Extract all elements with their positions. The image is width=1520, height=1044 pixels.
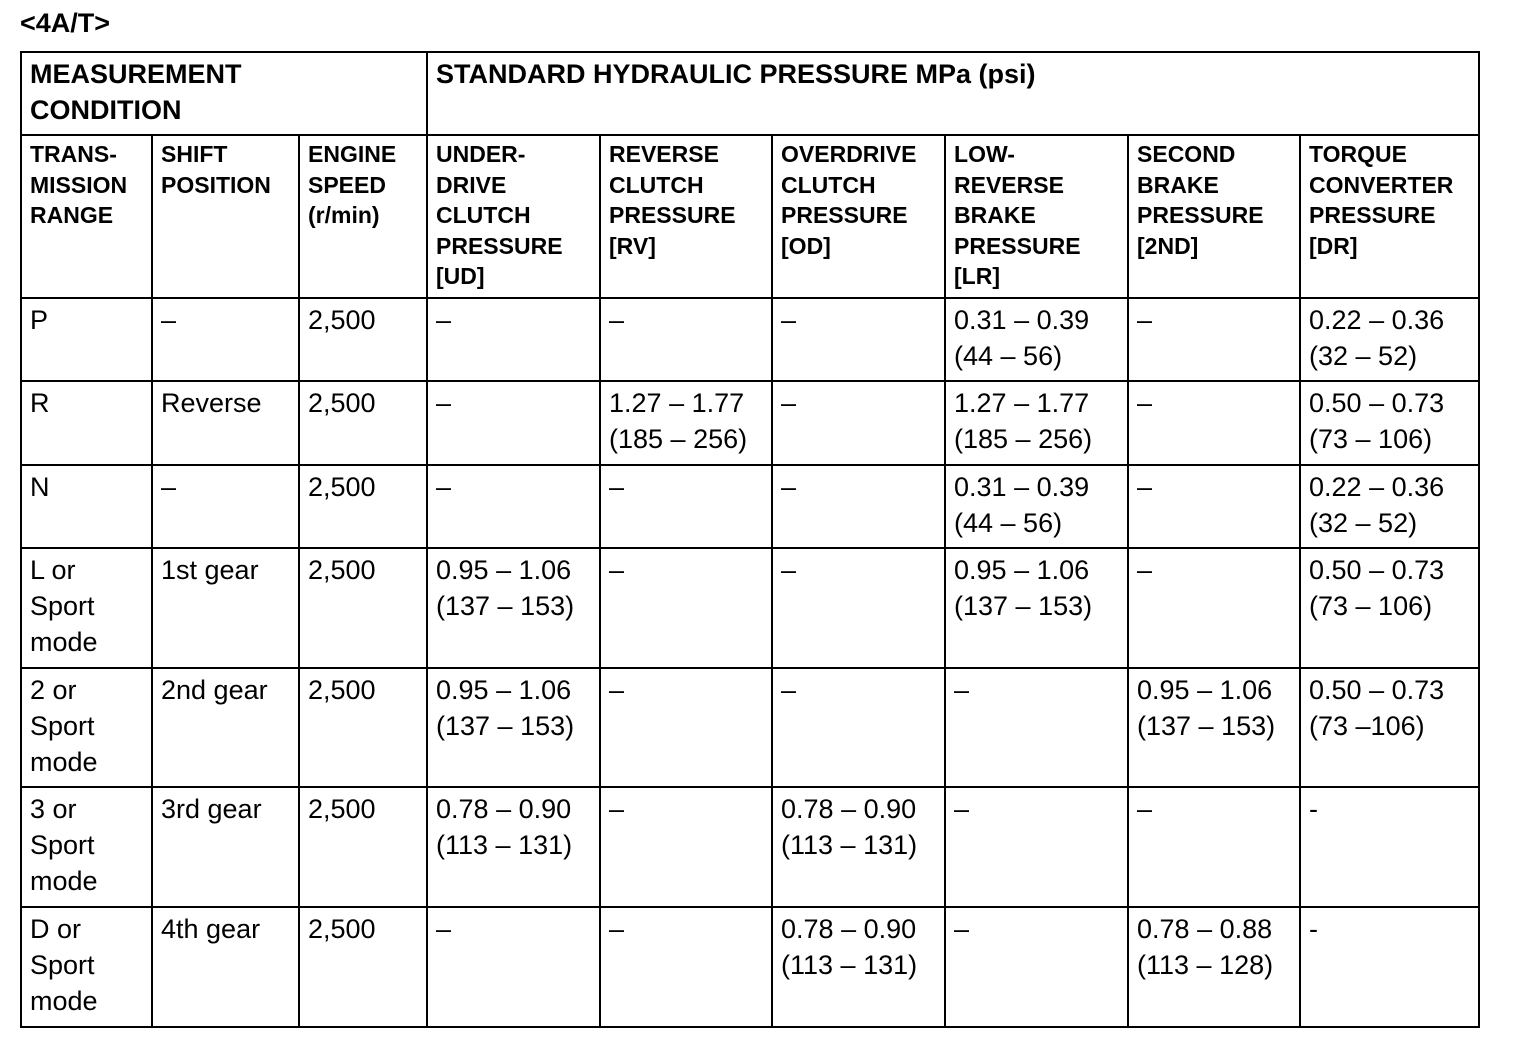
cell-line: 0.31 – 0.39 bbox=[954, 305, 1090, 335]
table-cell bbox=[600, 548, 772, 668]
cell-line: – bbox=[1137, 472, 1153, 502]
cell-line: 1.27 – 1.77 bbox=[609, 388, 745, 418]
cell-line: (137 – 153) bbox=[436, 591, 575, 621]
column-header bbox=[427, 135, 600, 298]
table-cell bbox=[299, 298, 427, 381]
cell-line: mode bbox=[30, 986, 98, 1016]
cell-line: (185 – 256) bbox=[609, 424, 748, 454]
column-header bbox=[1128, 135, 1300, 298]
header-line: OVERDRIVE bbox=[781, 141, 917, 167]
cell-line: 2,500 bbox=[308, 472, 376, 502]
table-cell bbox=[152, 668, 299, 787]
cell-line: (137 – 153) bbox=[436, 711, 575, 741]
cell-line: 1st gear bbox=[161, 555, 259, 585]
table-cell bbox=[945, 465, 1128, 548]
header-line: CLUTCH bbox=[781, 171, 876, 198]
table-cell bbox=[945, 381, 1128, 465]
table-cell bbox=[427, 381, 600, 465]
cell-line: (137 – 153) bbox=[1137, 711, 1276, 741]
table-cell bbox=[299, 787, 427, 907]
cell-line: Reverse bbox=[161, 388, 262, 418]
table-cell bbox=[600, 787, 772, 907]
cell-line: Sport bbox=[30, 950, 95, 980]
table-cell bbox=[21, 787, 152, 907]
header-line: [OD] bbox=[781, 232, 831, 259]
group-header-row bbox=[21, 52, 1479, 135]
cell-line: – bbox=[954, 794, 970, 824]
cell-line: 2,500 bbox=[308, 675, 376, 705]
header-line: BRAKE bbox=[954, 202, 1036, 228]
header-line: PRESSURE bbox=[1137, 202, 1264, 228]
cell-line: – bbox=[781, 555, 797, 585]
cell-line: (73 – 106) bbox=[1309, 591, 1433, 621]
cell-line: 0.22 – 0.36 bbox=[1309, 305, 1445, 335]
table-cell bbox=[772, 381, 945, 465]
header-line: PRESSURE bbox=[609, 202, 736, 228]
header-line: [2ND] bbox=[1137, 232, 1199, 259]
cell-line: 0.78 – 0.90 bbox=[781, 794, 917, 824]
cell-line: P bbox=[30, 305, 49, 335]
cell-line: – bbox=[954, 914, 970, 944]
header-line: POSITION bbox=[161, 171, 271, 198]
table-cell bbox=[772, 548, 945, 668]
header-line: DRIVE bbox=[436, 171, 507, 198]
table-cell bbox=[21, 907, 152, 1027]
table-cell bbox=[1128, 787, 1300, 907]
cell-line: 0.95 – 1.06 bbox=[954, 555, 1090, 585]
cell-line: (113 – 131) bbox=[436, 830, 573, 860]
cell-line: – bbox=[781, 675, 797, 705]
header-line: REVERSE bbox=[954, 171, 1064, 198]
header-line: SECOND bbox=[1137, 141, 1236, 167]
table-cell bbox=[1128, 381, 1300, 465]
header-line: PRESSURE bbox=[954, 232, 1081, 259]
cell-line: – bbox=[161, 472, 177, 502]
table-cell bbox=[1128, 465, 1300, 548]
table-cell bbox=[1300, 548, 1479, 668]
cell-line: mode bbox=[30, 627, 98, 657]
header-line: MISSION bbox=[30, 171, 128, 198]
cell-line: – bbox=[609, 305, 625, 335]
header-line: (r/min) bbox=[308, 202, 380, 228]
header-line: [RV] bbox=[609, 232, 656, 259]
header-line: TORQUE bbox=[1309, 141, 1407, 167]
cell-line: (32 – 52) bbox=[1309, 341, 1418, 371]
table-cell bbox=[299, 381, 427, 465]
cell-line: – bbox=[1137, 555, 1153, 585]
table-cell bbox=[427, 465, 600, 548]
header-line: PRESSURE bbox=[1309, 202, 1436, 228]
cell-line: (113 – 131) bbox=[781, 830, 918, 860]
table-cell bbox=[21, 298, 152, 381]
cell-line: 0.22 – 0.36 bbox=[1309, 472, 1445, 502]
table-cell bbox=[1300, 907, 1479, 1027]
header-line: SPEED bbox=[308, 171, 386, 198]
table-cell bbox=[772, 668, 945, 787]
header-line: TRANS- bbox=[30, 141, 117, 167]
table-cell bbox=[1300, 787, 1479, 907]
cell-line: 2nd gear bbox=[161, 675, 268, 705]
column-header bbox=[945, 135, 1128, 298]
table-cell bbox=[772, 465, 945, 548]
header-line: REVERSE bbox=[609, 141, 719, 167]
table-cell bbox=[21, 381, 152, 465]
cell-line: – bbox=[609, 675, 625, 705]
table-cell bbox=[945, 787, 1128, 907]
cell-line: L or bbox=[30, 555, 76, 585]
table-cell bbox=[152, 548, 299, 668]
header-line: MEASUREMENT bbox=[30, 59, 242, 89]
table-cell bbox=[299, 668, 427, 787]
table-cell bbox=[1128, 298, 1300, 381]
cell-line: 0.50 – 0.73 bbox=[1309, 675, 1445, 705]
table-cell bbox=[152, 465, 299, 548]
cell-line: - bbox=[1309, 914, 1319, 944]
column-header-row bbox=[21, 135, 1479, 298]
cell-line: - bbox=[1309, 794, 1319, 824]
cell-line: – bbox=[436, 914, 452, 944]
table-cell bbox=[152, 298, 299, 381]
table-cell bbox=[299, 465, 427, 548]
column-header bbox=[21, 135, 152, 298]
header-line: [LR] bbox=[954, 263, 1000, 289]
table-cell bbox=[600, 298, 772, 381]
cell-line: 1.27 – 1.77 bbox=[954, 388, 1090, 418]
table-cell bbox=[152, 907, 299, 1027]
cell-line: – bbox=[1137, 388, 1153, 418]
table-cell bbox=[945, 907, 1128, 1027]
cell-line: 2,500 bbox=[308, 794, 376, 824]
cell-line: (113 – 131) bbox=[781, 950, 918, 980]
table-cell bbox=[1128, 907, 1300, 1027]
cell-line: Sport bbox=[30, 591, 95, 621]
header-line: PRESSURE bbox=[436, 232, 563, 259]
cell-line: (185 – 256) bbox=[954, 424, 1093, 454]
table-row bbox=[21, 668, 1479, 787]
cell-line: 0.31 – 0.39 bbox=[954, 472, 1090, 502]
table-row bbox=[21, 548, 1479, 668]
table-cell bbox=[772, 298, 945, 381]
header-line: CLUTCH bbox=[436, 202, 531, 228]
cell-line: 0.50 – 0.73 bbox=[1309, 555, 1445, 585]
table-cell bbox=[427, 668, 600, 787]
cell-line: 4th gear bbox=[161, 914, 261, 944]
header-line: [UD] bbox=[436, 263, 485, 289]
document-title: <4A/T> bbox=[20, 8, 111, 38]
cell-line: 0.78 – 0.90 bbox=[436, 794, 572, 824]
table-cell bbox=[1300, 381, 1479, 465]
table-cell bbox=[299, 548, 427, 668]
cell-line: R bbox=[30, 388, 50, 418]
cell-line: (113 – 128) bbox=[1137, 950, 1274, 980]
cell-line: 0.95 – 1.06 bbox=[436, 555, 572, 585]
column-header bbox=[600, 135, 772, 298]
cell-line: (73 –106) bbox=[1309, 711, 1425, 741]
header-line: [DR] bbox=[1309, 232, 1358, 259]
cell-line: 3rd gear bbox=[161, 794, 262, 824]
cell-line: N bbox=[30, 472, 50, 502]
cell-line: mode bbox=[30, 747, 98, 777]
cell-line: – bbox=[436, 472, 452, 502]
table-row bbox=[21, 907, 1479, 1027]
cell-line: (73 – 106) bbox=[1309, 424, 1433, 454]
table-cell bbox=[427, 548, 600, 668]
column-header bbox=[772, 135, 945, 298]
cell-line: 0.78 – 0.90 bbox=[781, 914, 917, 944]
cell-line: (44 – 56) bbox=[954, 341, 1063, 371]
header-line: CONVERTER bbox=[1309, 171, 1454, 198]
header-line: ENGINE bbox=[308, 141, 397, 167]
table-cell bbox=[427, 907, 600, 1027]
header-line: CONDITION bbox=[30, 95, 182, 125]
cell-line: 0.78 – 0.88 bbox=[1137, 914, 1273, 944]
cell-line: – bbox=[954, 675, 970, 705]
cell-line: D or bbox=[30, 914, 82, 944]
column-header bbox=[1300, 135, 1479, 298]
cell-line: – bbox=[436, 388, 452, 418]
table-cell bbox=[152, 381, 299, 465]
cell-line: 2 or bbox=[30, 675, 77, 705]
hydraulic-pressure-table bbox=[20, 51, 1480, 1028]
table-cell bbox=[600, 381, 772, 465]
table-row bbox=[21, 465, 1479, 548]
cell-line: 3 or bbox=[30, 794, 77, 824]
table-cell bbox=[299, 907, 427, 1027]
cell-line: 2,500 bbox=[308, 555, 376, 585]
cell-line: (44 – 56) bbox=[954, 508, 1063, 538]
table-cell bbox=[427, 298, 600, 381]
table-cell bbox=[1300, 668, 1479, 787]
measurement-condition-header bbox=[21, 52, 427, 135]
cell-line: – bbox=[609, 794, 625, 824]
table-cell bbox=[1300, 298, 1479, 381]
cell-line: 2,500 bbox=[308, 388, 376, 418]
table-cell bbox=[1128, 668, 1300, 787]
column-header bbox=[299, 135, 427, 298]
cell-line: – bbox=[1137, 305, 1153, 335]
table-row bbox=[21, 381, 1479, 465]
cell-line: – bbox=[609, 472, 625, 502]
header-line: CLUTCH bbox=[609, 171, 704, 198]
table-cell bbox=[945, 548, 1128, 668]
table-cell bbox=[1128, 548, 1300, 668]
cell-line: 2,500 bbox=[308, 305, 376, 335]
table-cell bbox=[945, 668, 1128, 787]
cell-line: – bbox=[1137, 794, 1153, 824]
header-line: STANDARD HYDRAULIC PRESSURE MPa (psi) bbox=[436, 59, 1036, 89]
table-cell bbox=[772, 907, 945, 1027]
cell-line: – bbox=[781, 472, 797, 502]
cell-line: Sport bbox=[30, 830, 95, 860]
table-cell bbox=[152, 787, 299, 907]
header-line: SHIFT bbox=[161, 141, 228, 167]
table-cell bbox=[600, 465, 772, 548]
cell-line: – bbox=[781, 388, 797, 418]
cell-line: Sport bbox=[30, 711, 95, 741]
table-cell bbox=[427, 787, 600, 907]
cell-line: – bbox=[436, 305, 452, 335]
cell-line: – bbox=[161, 305, 177, 335]
header-line: BRAKE bbox=[1137, 171, 1219, 198]
table-cell bbox=[600, 668, 772, 787]
cell-line: – bbox=[609, 914, 625, 944]
table-cell bbox=[600, 907, 772, 1027]
header-line: PRESSURE bbox=[781, 202, 908, 228]
header-line: RANGE bbox=[30, 202, 114, 228]
cell-line: (32 – 52) bbox=[1309, 508, 1418, 538]
table-row bbox=[21, 298, 1479, 381]
table-cell bbox=[21, 548, 152, 668]
cell-line: 0.50 – 0.73 bbox=[1309, 388, 1445, 418]
cell-line: – bbox=[781, 305, 797, 335]
standard-pressure-header bbox=[427, 52, 1479, 135]
column-header bbox=[152, 135, 299, 298]
cell-line: mode bbox=[30, 866, 98, 896]
table-cell bbox=[772, 787, 945, 907]
cell-line: 0.95 – 1.06 bbox=[436, 675, 572, 705]
table-cell bbox=[1300, 465, 1479, 548]
cell-line: – bbox=[609, 555, 625, 585]
header-line: LOW- bbox=[954, 141, 1015, 167]
table-cell bbox=[21, 465, 152, 548]
table-cell bbox=[21, 668, 152, 787]
cell-line: 2,500 bbox=[308, 914, 376, 944]
table-cell bbox=[945, 298, 1128, 381]
header-line: UNDER- bbox=[436, 141, 526, 167]
table-row bbox=[21, 787, 1479, 907]
cell-line: 0.95 – 1.06 bbox=[1137, 675, 1273, 705]
cell-line: (137 – 153) bbox=[954, 591, 1093, 621]
